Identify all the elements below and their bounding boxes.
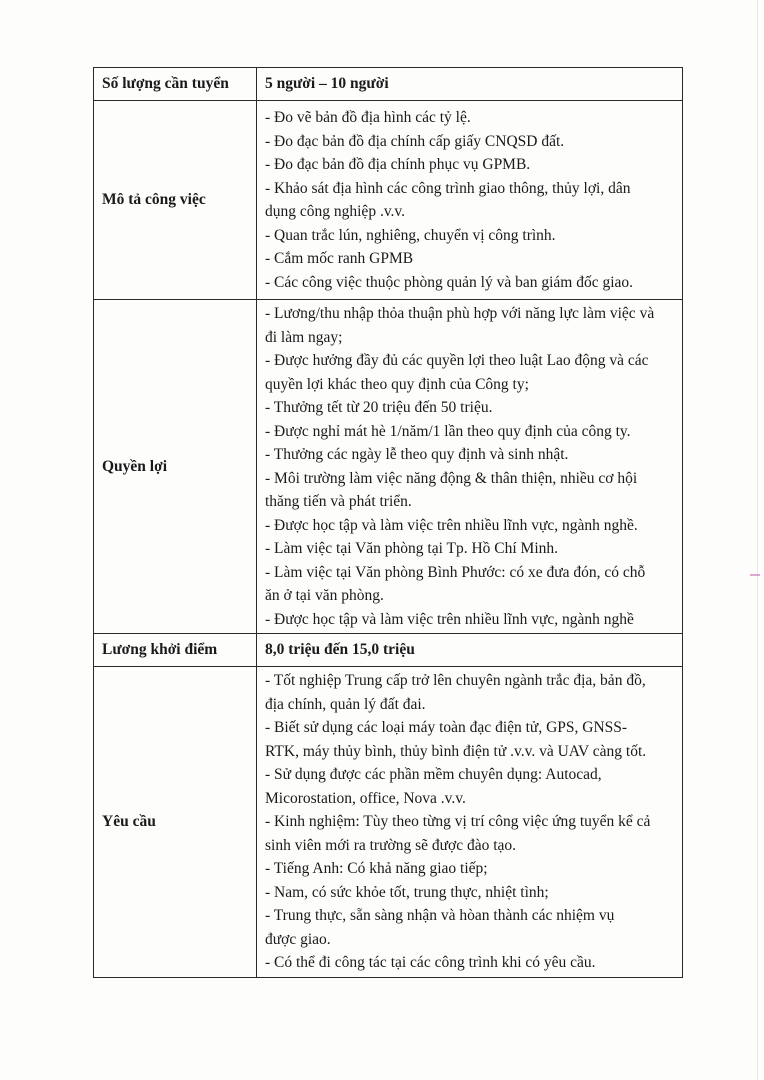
benefits-line: ăn ở tại văn phòng. <box>265 587 384 604</box>
benefits-line: - Môi trường làm việc năng động & thân thiện, nhiều cơ hội <box>265 469 638 487</box>
requirements-line: - Nam, có sức khỏe tốt, trung thực, nhiệt tình; <box>265 883 549 901</box>
scan-edge-shadow <box>757 0 758 1080</box>
requirements-line: RTK, máy thủy bình, thủy bình điện tử .v.v. và UAV càng tốt. <box>265 742 647 760</box>
benefits-line: - Được hưởng đầy đủ các quyền lợi theo luật Lao động và các <box>265 352 649 369</box>
requirements-line: Micorostation, office, Nova .v.v. <box>265 789 466 807</box>
benefits-line: - Thưởng các ngày lễ theo quy định và sinh nhật. <box>265 446 569 463</box>
benefits-line: - Làm việc tại Văn phòng Bình Phước: có xe đưa đón, có chỗ <box>265 563 646 581</box>
benefits-line: - Làm việc tại Văn phòng tại Tp. Hồ Chí Minh. <box>265 540 559 557</box>
requirements-line: sinh viên mới ra trường sẽ được đào tạo. <box>265 836 517 854</box>
row-benefits <box>94 300 683 634</box>
description-value <box>257 101 683 300</box>
benefits-line: - Được học tập và làm việc trên nhiều lĩnh vực, ngành nghề. <box>265 516 638 534</box>
benefits-line: - Lương/thu nhập thỏa thuận phù hợp với năng lực làm việc và <box>265 305 655 322</box>
salary-value: 8,0 triệu đến 15,0 triệu <box>257 634 683 667</box>
requirements-line: - Tốt nghiệp Trung cấp trở lên chuyên ngành trắc địa, bản đồ, <box>265 672 646 689</box>
benefits-line: đi làm ngay; <box>265 328 343 346</box>
requirements-value <box>257 667 683 978</box>
requirements-line: - Sử dụng được các phần mềm chuyên dụng: Autocad, <box>265 766 602 783</box>
description-line: - Cắm mốc ranh GPMB <box>265 250 414 267</box>
benefits-line: - Được nghỉ mát hè 1/năm/1 lần theo quy định của công ty. <box>265 422 631 440</box>
benefits-value <box>257 300 683 634</box>
requirements-line: - Có thể đi công tác tại các công trình khi có yêu cầu. <box>265 954 596 971</box>
description-label: Mô tả công việc <box>94 101 257 300</box>
benefits-line: thăng tiến và phát triển. <box>265 493 412 510</box>
scan-mark <box>750 574 760 576</box>
requirements-label: Yêu cầu <box>94 667 257 978</box>
quantity-value: 5 người – 10 người <box>257 68 683 101</box>
requirements-line: địa chính, quản lý đất đai. <box>265 695 426 713</box>
benefits-line: - Được học tập và làm việc trên nhiều lĩnh vực, ngành nghề <box>265 610 634 628</box>
row-requirements <box>94 667 683 978</box>
requirements-line: - Kinh nghiệm: Tùy theo từng vị trí công việc ứng tuyển kể cả <box>265 813 651 830</box>
description-line: - Quan trắc lún, nghiêng, chuyển vị công trình. <box>265 226 556 244</box>
description-line: - Khảo sát địa hình các công trình giao thông, thủy lợi, dân <box>265 179 631 197</box>
description-line: dụng công nghiệp .v.v. <box>265 203 406 220</box>
quantity-label: Số lượng cần tuyển <box>94 68 257 101</box>
row-quantity <box>94 68 683 101</box>
salary-label: Lương khởi điểm <box>94 634 257 667</box>
requirements-line: được giao. <box>265 930 331 948</box>
description-line: - Đo vẽ bản đồ địa hình các tỷ lệ. <box>265 109 471 126</box>
requirements-line: - Trung thực, sẵn sàng nhận và hòan thành các nhiệm vụ <box>265 907 615 924</box>
benefits-label: Quyền lợi <box>94 300 257 634</box>
description-line: - Đo đạc bản đồ địa chính phục vụ GPMB. <box>265 156 531 173</box>
description-line: - Đo đạc bản đồ địa chính cấp giấy CNQSD đất. <box>265 132 565 150</box>
benefits-line: - Thưởng tết từ 20 triệu đến 50 triệu. <box>265 399 493 416</box>
description-line: - Các công việc thuộc phòng quản lý và ban giám đốc giao. <box>265 273 634 291</box>
row-description <box>94 101 683 300</box>
job-posting-table <box>93 67 683 978</box>
requirements-line: - Tiếng Anh: Có khả năng giao tiếp; <box>265 860 488 877</box>
requirements-line: - Biết sử dụng các loại máy toàn đạc điện tử, GPS, GNSS- <box>265 719 628 736</box>
benefits-line: quyền lợi khác theo quy định của Công ty; <box>265 375 529 393</box>
row-salary <box>94 634 683 667</box>
